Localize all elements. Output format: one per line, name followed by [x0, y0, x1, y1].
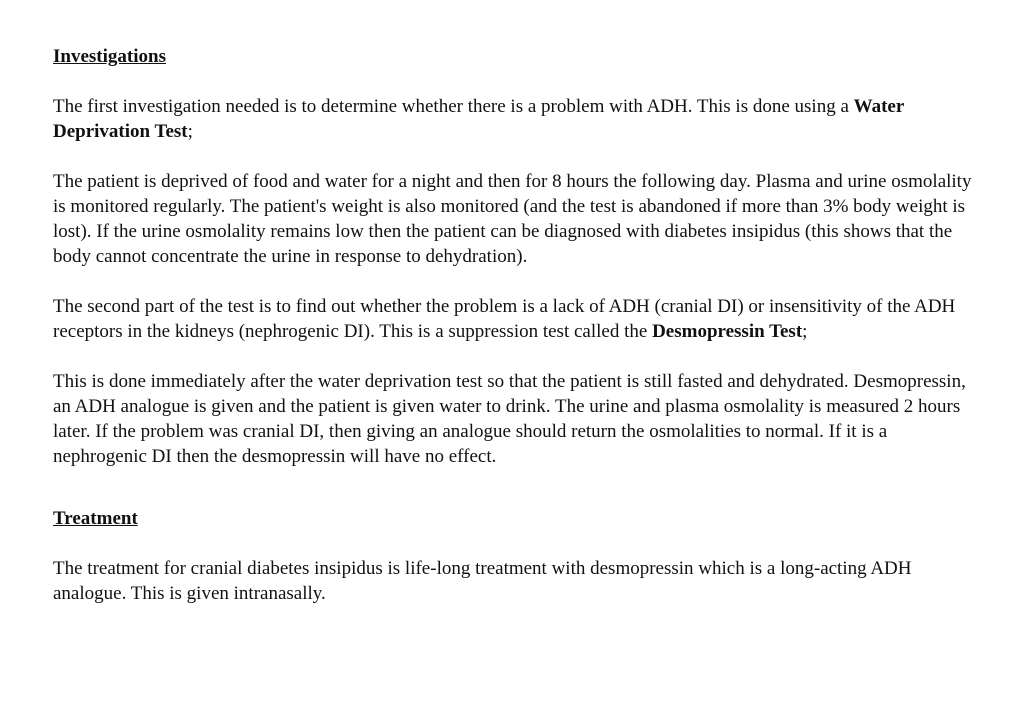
investigations-paragraph-3 [53, 294, 973, 344]
paragraph-end: ; [187, 121, 193, 142]
investigations-paragraph-2: The patient is deprived of food and water for a night and then for 8 hours the following day. Plasma and urine osmolality is monitored regularly. The patient's weight is also monitored (and the test is abandoned if more than 3% body weight is lost). If the urine osmolality remains low then the patient can be diagnosed with diabetes insipidus (this shows that the body cannot concentrate the urine in response to dehydration). [53, 171, 972, 267]
water-deprivation-test-term: Water Deprivation Test [53, 96, 904, 142]
paragraph-end: ; [802, 321, 808, 342]
document-page [53, 44, 973, 606]
treatment-heading: Treatment [53, 508, 138, 529]
treatment-paragraph-1: The treatment for cranial diabetes insipidus is life-long treatment with desmopressin which is a long-acting ADH analogue. This is given intranasally. [53, 558, 912, 604]
investigations-paragraph-1 [53, 94, 973, 144]
investigations-paragraph-4: This is done immediately after the water deprivation test so that the patient is still fasted and dehydrated. Desmopressin, an ADH analogue is given and the patient is given water to drink. The urine and plasma osmolality is measured 2 hours later. If the problem was cranial DI, then giving an analogue should return the osmolalities to normal. If it is a nephrogenic DI then the desmopressin will have no effect. [53, 371, 966, 467]
desmopressin-test-term: Desmopressin Test [652, 321, 803, 342]
investigations-heading: Investigations [53, 46, 166, 67]
paragraph-text: The second part of the test is to find out whether the problem is a lack of ADH (cranial DI) or insensitivity of the ADH receptors in the kidneys (nephrogenic DI). This is a suppression test called the [53, 296, 956, 342]
paragraph-text: The first investigation needed is to determine whether there is a problem with ADH. This is done using a [53, 96, 854, 117]
